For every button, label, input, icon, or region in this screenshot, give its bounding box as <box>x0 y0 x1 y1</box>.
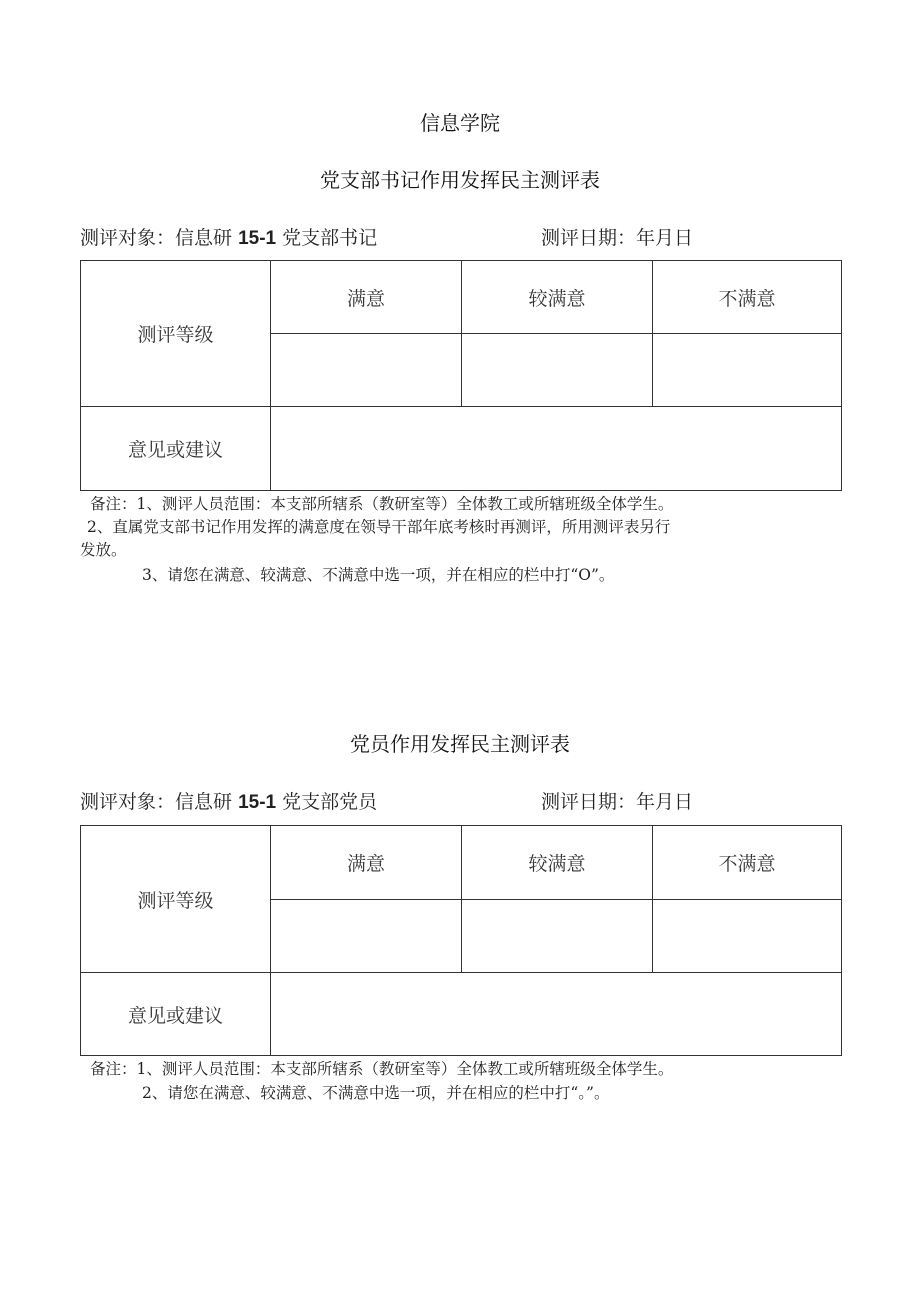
form2-mark-fairly-satisfied[interactable] <box>461 899 652 972</box>
form1-note-2: 2、直属党支部书记作用发挥的满意度在领导干部年底考核时再测评，所用测评表另行 <box>87 518 671 536</box>
form1-rating-header: 测评等级 <box>137 324 214 346</box>
form1-subject-role: 党支部书记 <box>282 227 378 249</box>
form1-title: 党支部书记作用发挥民主测评表 <box>320 168 600 192</box>
form2-subject-label: 测评对象：信息研 <box>80 791 233 813</box>
form2-subject-role: 党支部党员 <box>282 791 378 813</box>
form2-rating-satisfied: 满意 <box>270 826 461 899</box>
form1-rating-satisfied: 满意 <box>270 261 461 333</box>
form1-rating-fairly-satisfied: 较满意 <box>461 261 652 333</box>
form2-rating-unsatisfied: 不满意 <box>652 826 841 899</box>
form1-mark-satisfied[interactable] <box>270 333 461 406</box>
form2-mark-unsatisfied[interactable] <box>652 899 841 972</box>
form2-rating-header: 测评等级 <box>137 889 214 912</box>
form2-date: 测评日期：年月日 <box>541 791 694 813</box>
form2-subject-number: 15-1 <box>238 792 277 813</box>
form2-opinion-header: 意见或建议 <box>81 972 270 1055</box>
form1-mark-unsatisfied[interactable] <box>652 333 841 406</box>
form2-table <box>80 825 842 1056</box>
form1-note-1: 备注：1、测评人员范围：本支部所辖系（教研室等）全体教工或所辖班级全体学生。 <box>90 495 674 513</box>
form2-note-2: 2、请您在满意、较满意、不满意中选一项，并在相应的栏中打“。”。 <box>142 1084 610 1102</box>
form1-rating-unsatisfied: 不满意 <box>652 261 841 333</box>
form1-subject-label: 测评对象：信息研 <box>80 227 233 249</box>
form2-title: 党员作用发挥民主测评表 <box>350 732 570 756</box>
form1-subject <box>80 223 377 250</box>
form2-subject <box>80 787 377 814</box>
form2-mark-satisfied[interactable] <box>270 899 461 972</box>
form1-note-3: 3、请您在满意、较满意、不满意中选一项，并在相应的栏中打“O”。 <box>142 566 615 584</box>
form1-subject-number: 15-1 <box>238 228 277 249</box>
form2-opinion-field[interactable] <box>270 972 841 1055</box>
form1-note-2-cont: 发放。 <box>80 541 127 559</box>
form2-note-1: 备注：1、测评人员范围：本支部所辖系（教研室等）全体教工或所辖班级全体学生。 <box>90 1060 674 1078</box>
form1-opinion-field[interactable] <box>270 406 841 490</box>
form1-mark-fairly-satisfied[interactable] <box>461 333 652 406</box>
form2-rating-fairly-satisfied: 较满意 <box>461 826 652 899</box>
form1-date: 测评日期：年月日 <box>541 227 694 249</box>
form1-table <box>80 260 842 491</box>
school-title: 信息学院 <box>420 111 500 135</box>
form1-opinion-header: 意见或建议 <box>81 406 270 490</box>
